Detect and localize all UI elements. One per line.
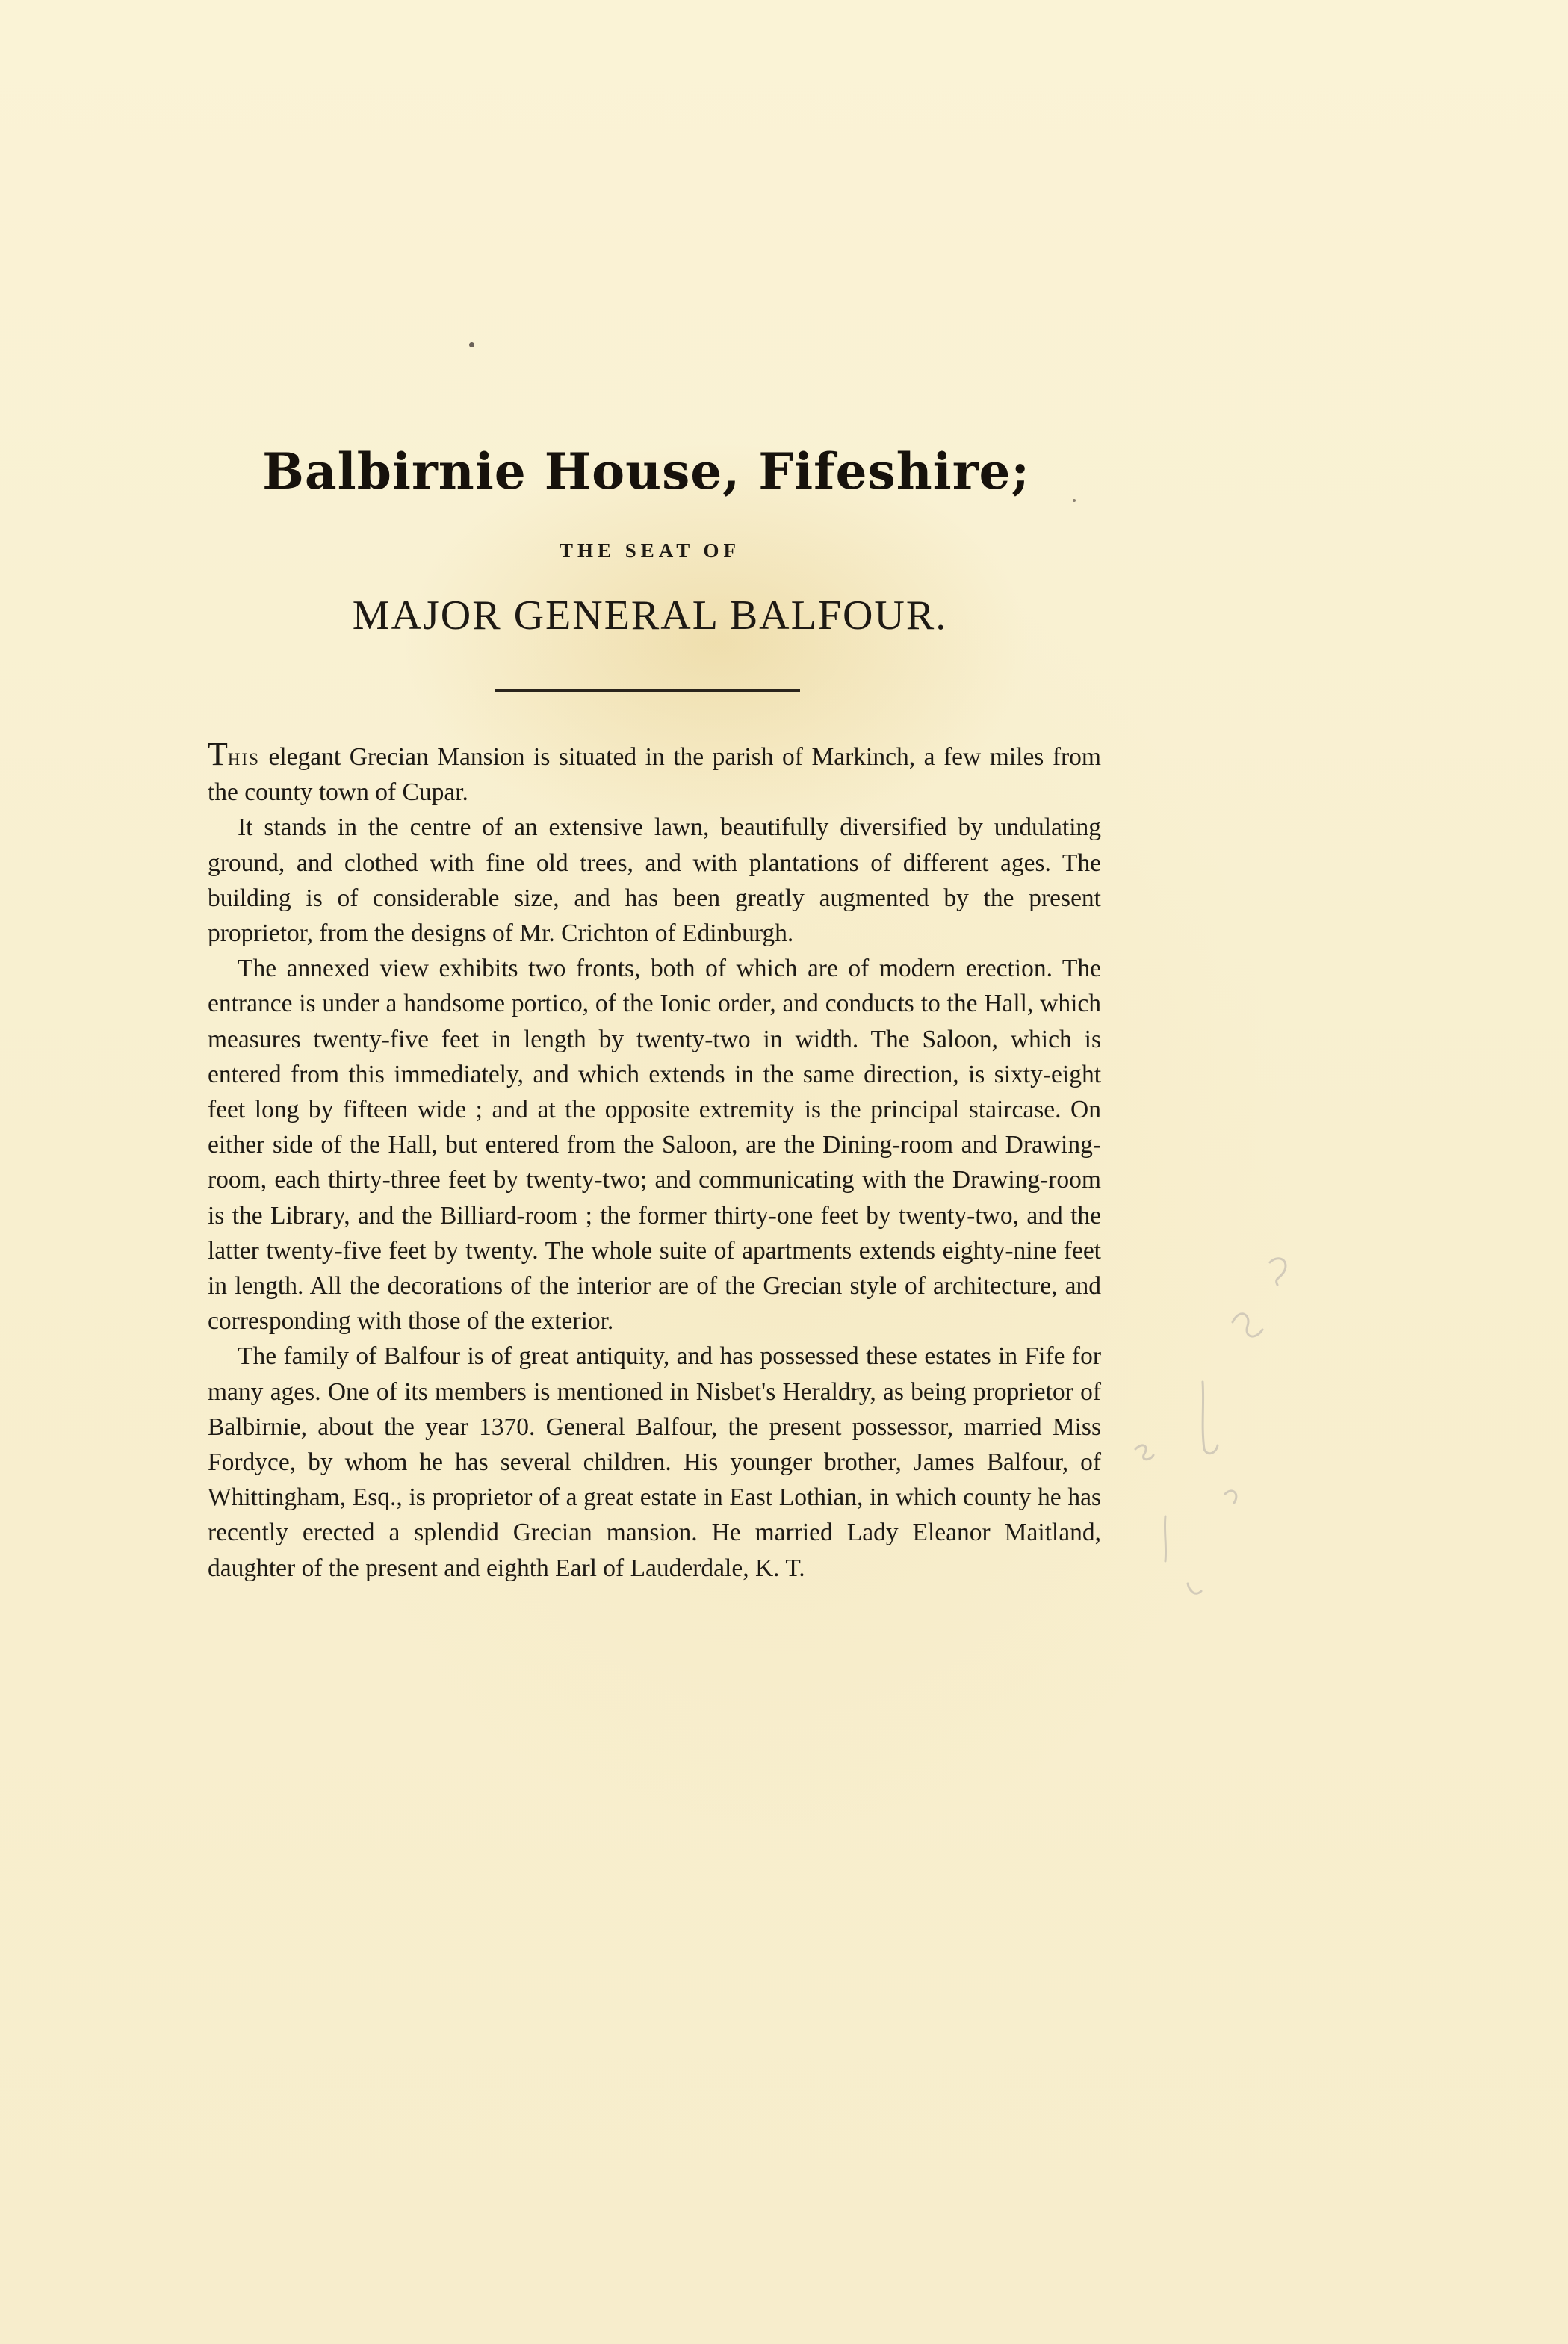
pencil-marginalia [1121, 1233, 1315, 1621]
paragraph-1 [208, 737, 1101, 810]
drop-cap: T [208, 736, 228, 772]
paragraph-3: The annexed view exhibits two fronts, both of which are of modern erection. The entrance is under a handsome portico, of the Ionic order, and conducts to the Hall, which measures twenty-five feet in length by twenty-two in width. The Saloon, which is entered from this immediately, and which extends in the same direction, is sixty-eight feet long by fifteen wide ; and at the opposite extremity is the principal staircase. On either side of the Hall, but entered from the Saloon, are the Dining-room and Drawing-room, each thirty-three feet by twenty-two; and communicating with the Drawing-room is the Library, and the Billiard-room ; the former thirty-one feet by twenty-two, and the latter twenty-five feet by twenty. The whole suite of apartments extends eighty-nine feet in length. All the decorations of the interior are of the Grecian style of architecture, and corresponding with those of the exterior. [208, 955, 1101, 1336]
page-title: Balbirnie House, Fifeshire; [262, 442, 1030, 500]
paragraph-2: It stands in the centre of an extensive lawn, beautifully diversified by undulating ground, and clothed with fine old trees, and with plantations of different ages. The building is of considerable size, and has been greatly augmented by the present proprietor, from the designs of Mr. Crichton of Edinburgh. [208, 813, 1101, 948]
seat-of-heading: THE SEAT OF [559, 539, 741, 562]
paragraph-4: The family of Balfour is of great antiquity, and has possessed these estates in Fife for many ages. One of its members is mentioned in Nisbet's Heraldry, as being proprietor of Balbirnie, about the year 1370. General Balfour, the present possessor, married Miss Fordyce, by whom he has several children. His younger brother, James Balfour, of Whittingham, Esq., is proprietor of a great estate in East Lothian, in which county he has recently erected a splendid Grecian mansion. He married Lady Eleanor Maitland, daughter of the present and eighth Earl of Lauderdale, K. T. [208, 1342, 1101, 1582]
ink-speck [469, 342, 474, 347]
paragraph-1-text: elegant Grecian Mansion is situated in the parish of Markinch, a few miles from the county town of Cupar. [208, 743, 1101, 807]
divider-rule [495, 689, 800, 692]
owner-heading: MAJOR GENERAL BALFOUR. [352, 592, 948, 639]
first-word-smallcaps: his [227, 743, 260, 771]
article-body [208, 737, 1101, 1586]
